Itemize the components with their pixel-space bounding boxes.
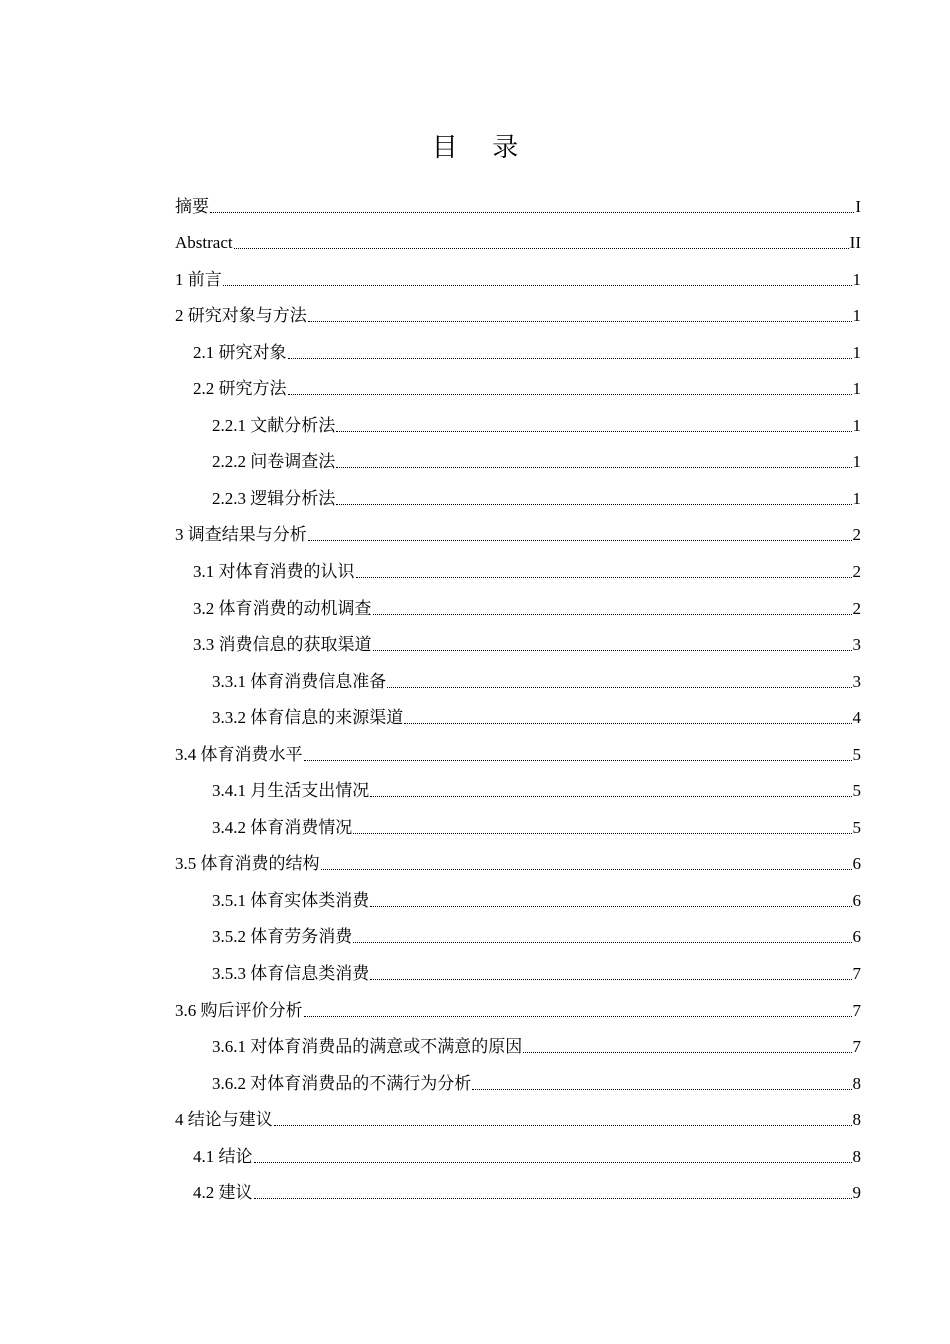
toc-entry-page-number: I	[855, 196, 861, 216]
toc-dot-leader	[373, 635, 852, 655]
toc-entry[interactable]	[175, 838, 861, 875]
toc-entry-page-number: 3	[852, 671, 861, 691]
toc-entry[interactable]	[175, 436, 861, 473]
toc-entry-label: 3.5.1 体育实体类消费	[212, 890, 370, 910]
toc-entry-label: 2.2 研究方法	[193, 379, 287, 399]
toc-dot-leader	[336, 416, 851, 436]
toc-entry-label: 2.2.3 逻辑分析法	[212, 488, 336, 508]
toc-list	[175, 180, 861, 1203]
toc-entry-label: 2.1 研究对象	[193, 342, 287, 362]
toc-entry[interactable]	[175, 947, 861, 984]
toc-entry[interactable]	[175, 253, 861, 290]
toc-dot-leader	[304, 745, 852, 765]
toc-dot-leader	[370, 964, 851, 984]
toc-entry[interactable]	[175, 655, 861, 692]
toc-entry-page-number: 2	[852, 598, 861, 618]
toc-dot-leader	[336, 452, 851, 472]
toc-entry-label: 3.4 体育消费水平	[175, 744, 303, 764]
toc-dot-leader	[370, 891, 851, 911]
toc-dot-leader	[254, 1147, 852, 1167]
toc-dot-leader	[234, 233, 849, 253]
toc-dot-leader	[387, 672, 851, 692]
toc-dot-leader	[321, 854, 852, 874]
toc-entry-page-number: 6	[852, 890, 861, 910]
toc-entry-page-number: 1	[852, 488, 861, 508]
toc-entry-page-number: 7	[852, 1037, 861, 1057]
toc-dot-leader	[274, 1110, 852, 1130]
toc-entry-label: 3.3 消费信息的获取渠道	[193, 635, 372, 655]
toc-entry[interactable]	[175, 1021, 861, 1058]
toc-dot-leader	[210, 197, 854, 217]
toc-dot-leader	[370, 781, 851, 801]
toc-entry-page-number: 1	[852, 452, 861, 472]
toc-entry-label: 3.5.2 体育劳务消费	[212, 927, 353, 947]
toc-entry-label: 1 前言	[175, 269, 222, 289]
toc-dot-leader	[308, 525, 852, 545]
toc-entry[interactable]	[175, 509, 861, 546]
toc-dot-leader	[223, 270, 852, 290]
toc-entry-label: 3.2 体育消费的动机调查	[193, 598, 372, 618]
toc-entry-label: 2 研究对象与方法	[175, 306, 307, 326]
toc-entry[interactable]	[175, 545, 861, 582]
toc-dot-leader	[304, 1001, 852, 1021]
toc-entry[interactable]	[175, 326, 861, 363]
toc-entry-page-number: 7	[852, 964, 861, 984]
toc-entry-label: 4.2 建议	[193, 1183, 253, 1203]
toc-entry[interactable]	[175, 984, 861, 1021]
toc-entry-page-number: II	[849, 233, 861, 253]
toc-entry[interactable]	[175, 911, 861, 948]
toc-entry-label: 3.5 体育消费的结构	[175, 854, 320, 874]
toc-entry-label: 3.6.2 对体育消费品的不满行为分析	[212, 1073, 472, 1093]
toc-entry-label: 3.3.2 体育信息的来源渠道	[212, 708, 404, 728]
toc-entry-page-number: 8	[852, 1146, 861, 1166]
toc-entry-label: 4.1 结论	[193, 1146, 253, 1166]
toc-entry-page-number: 2	[852, 562, 861, 582]
toc-entry[interactable]	[175, 217, 861, 254]
toc-entry[interactable]	[175, 290, 861, 327]
toc-entry[interactable]	[175, 363, 861, 400]
toc-entry-label: 4 结论与建议	[175, 1110, 273, 1130]
toc-entry-page-number: 1	[852, 379, 861, 399]
toc-dot-leader	[288, 379, 852, 399]
toc-entry-page-number: 1	[852, 269, 861, 289]
toc-entry[interactable]	[175, 692, 861, 729]
toc-entry-label: 摘要	[175, 196, 209, 216]
toc-entry-page-number: 3	[852, 635, 861, 655]
toc-entry-label: 3.5.3 体育信息类消费	[212, 964, 370, 984]
toc-dot-leader	[373, 599, 852, 619]
toc-entry[interactable]	[175, 1057, 861, 1094]
toc-entry-page-number: 6	[852, 927, 861, 947]
toc-entry-page-number: 4	[852, 708, 861, 728]
toc-entry-page-number: 1	[852, 306, 861, 326]
toc-dot-leader	[356, 562, 852, 582]
toc-entry-label: 3 调查结果与分析	[175, 525, 307, 545]
toc-entry[interactable]	[175, 874, 861, 911]
toc-entry-page-number: 5	[852, 817, 861, 837]
toc-dot-leader	[472, 1074, 851, 1094]
toc-dot-leader	[353, 927, 851, 947]
toc-entry-page-number: 1	[852, 342, 861, 362]
toc-entry[interactable]	[175, 582, 861, 619]
toc-entry-page-number: 8	[852, 1110, 861, 1130]
toc-entry[interactable]	[175, 1094, 861, 1131]
toc-dot-leader	[404, 708, 851, 728]
toc-entry-label: 2.2.2 问卷调查法	[212, 452, 336, 472]
toc-entry-page-number: 7	[852, 1000, 861, 1020]
toc-dot-leader	[523, 1037, 851, 1057]
toc-entry-label: 2.2.1 文献分析法	[212, 415, 336, 435]
toc-entry[interactable]	[175, 619, 861, 656]
toc-entry[interactable]	[175, 765, 861, 802]
toc-entry-label: 3.6.1 对体育消费品的满意或不满意的原因	[212, 1037, 523, 1057]
toc-entry-page-number: 5	[852, 781, 861, 801]
toc-entry[interactable]	[175, 728, 861, 765]
toc-dot-leader	[336, 489, 851, 509]
toc-entry[interactable]	[175, 801, 861, 838]
toc-entry-label: Abstract	[175, 233, 233, 253]
toc-entry-label: 3.6 购后评价分析	[175, 1000, 303, 1020]
toc-entry[interactable]	[175, 180, 861, 217]
toc-entry[interactable]	[175, 1130, 861, 1167]
toc-entry-page-number: 9	[852, 1183, 861, 1203]
toc-entry-page-number: 5	[852, 744, 861, 764]
toc-dot-leader	[254, 1183, 852, 1203]
toc-entry-page-number: 8	[852, 1073, 861, 1093]
toc-dot-leader	[353, 818, 851, 838]
toc-entry-label: 3.4.2 体育消费情况	[212, 817, 353, 837]
toc-entry[interactable]	[175, 399, 861, 436]
toc-entry-label: 3.4.1 月生活支出情况	[212, 781, 370, 801]
toc-entry-label: 3.1 对体育消费的认识	[193, 562, 355, 582]
toc-dot-leader	[308, 306, 852, 326]
toc-entry-page-number: 2	[852, 525, 861, 545]
toc-dot-leader	[288, 343, 852, 363]
toc-title: 目 录	[431, 133, 533, 162]
toc-entry-label: 3.3.1 体育消费信息准备	[212, 671, 387, 691]
toc-entry-page-number: 6	[852, 854, 861, 874]
toc-entry-page-number: 1	[852, 415, 861, 435]
toc-entry[interactable]	[175, 472, 861, 509]
toc-entry[interactable]	[175, 1167, 861, 1204]
